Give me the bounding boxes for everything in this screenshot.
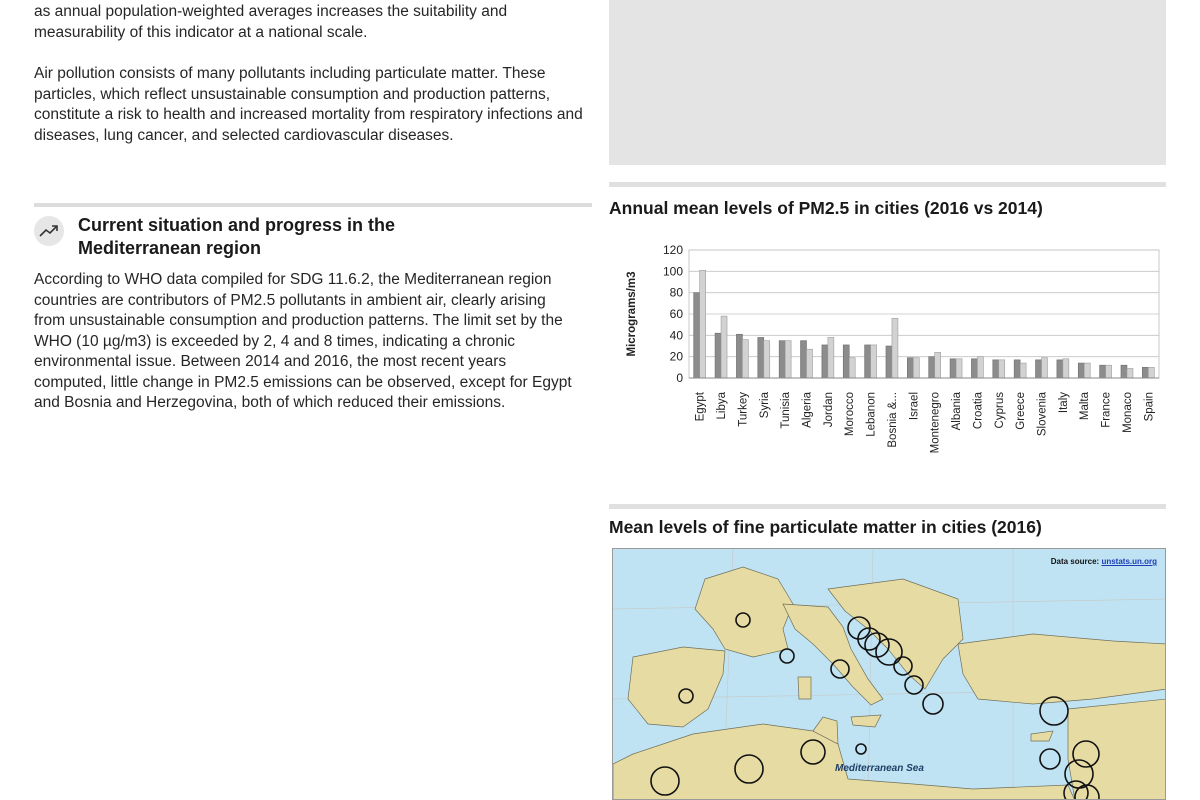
bar-2016 <box>993 360 999 378</box>
y-tick-label: 0 <box>676 371 683 385</box>
y-tick-label: 100 <box>662 264 683 279</box>
x-tick-label: Malta <box>1079 392 1092 421</box>
map-source-link[interactable]: unstats.un.org <box>1101 557 1157 566</box>
bar-2014 <box>700 270 706 378</box>
x-tick-label: Montenegro <box>929 392 942 454</box>
map-divider <box>609 504 1166 509</box>
x-tick-label: Croatia <box>972 392 985 430</box>
y-axis-label: Micrograms/m3 <box>626 271 638 357</box>
bar-2014 <box>1042 358 1048 378</box>
bar-2014 <box>913 358 919 378</box>
bar-2016 <box>1036 360 1042 378</box>
bar-2014 <box>742 340 748 378</box>
bar-2016 <box>1121 365 1127 378</box>
chart-divider <box>609 182 1166 187</box>
section-divider <box>34 203 592 207</box>
bar-2016 <box>1078 363 1084 378</box>
bar-2014 <box>1063 359 1069 378</box>
x-tick-label: Israel <box>908 392 921 421</box>
bar-2014 <box>785 341 791 378</box>
bar-2014 <box>1020 363 1026 378</box>
bar-2014 <box>1106 365 1112 378</box>
image-placeholder <box>609 0 1166 165</box>
bar-2016 <box>694 293 700 378</box>
map-data-source <box>1051 557 1157 566</box>
bar-2016 <box>865 345 871 378</box>
x-tick-label: Egypt <box>694 392 707 422</box>
intro-paragraph-2: Air pollution consists of many pollutants including particulate matter. These particles, which reflect unsustainable consumption and production patterns, constitute a risk to health and increased mortality from respiratory infections and diseases, lung cancer, and selected cardiovascular diseases. <box>34 65 583 144</box>
bar-2016 <box>779 341 785 378</box>
bar-2014 <box>764 341 770 378</box>
bar-2016 <box>822 345 828 378</box>
chart-title: Annual mean levels of PM2.5 in cities (2016 vs 2014) <box>609 198 1043 218</box>
x-tick-label: Spain <box>1143 392 1156 422</box>
bar-2016 <box>929 357 935 378</box>
bar-2014 <box>721 316 727 378</box>
bar-2016 <box>886 346 892 378</box>
chart-svg <box>619 238 1164 478</box>
bar-2016 <box>715 333 721 378</box>
x-tick-label: Slovenia <box>1036 392 1049 437</box>
bar-2014 <box>1127 368 1133 378</box>
pm25-bar-chart <box>619 238 1164 478</box>
y-tick-label: 40 <box>669 328 683 343</box>
y-tick-label: 60 <box>669 307 683 321</box>
bar-2014 <box>935 352 941 378</box>
y-tick-label: 80 <box>669 285 683 300</box>
section-title: Current situation and progress in the Mediterranean region <box>78 215 396 258</box>
bar-2016 <box>758 337 764 378</box>
bar-2016 <box>907 358 913 378</box>
bar-2014 <box>956 359 962 378</box>
bar-2016 <box>1057 360 1063 378</box>
map-sea-label: Mediterranean Sea <box>835 763 924 774</box>
y-tick-label: 20 <box>669 349 683 364</box>
x-tick-label: Lebanon <box>865 392 878 437</box>
bar-2016 <box>843 345 849 378</box>
pm25-map <box>612 548 1166 800</box>
x-tick-label: Libya <box>716 392 729 420</box>
x-tick-label: Algeria <box>801 392 814 428</box>
trend-up-icon <box>34 216 64 246</box>
x-tick-label: Greece <box>1015 392 1028 430</box>
section-body: According to WHO data compiled for SDG 11.6.2, the Mediterranean region countries are contributors of PM2.5 pollutants in ambient air, clearly arising from unsustainable consumption and production patterns. The limit set by the WHO (10 µg/m3) is exceeded by 2, 4 and 8 times, indicating a chronic environmental issue. Between 2014 and 2016, the most recent years computed, little change in PM2.5 emissions can be observed, except for Egypt and Bosnia and Herzegovina, both of which reduced their emissions. <box>34 271 572 411</box>
x-tick-label: Italy <box>1057 392 1070 414</box>
x-tick-label: Syria <box>758 392 771 419</box>
x-tick-label: Cyprus <box>993 392 1006 429</box>
bar-2016 <box>950 359 956 378</box>
x-tick-label: Tunisia <box>780 392 793 429</box>
bar-2016 <box>971 359 977 378</box>
x-tick-label: Albania <box>951 392 964 431</box>
x-tick-label: France <box>1100 392 1113 428</box>
bar-2016 <box>1100 365 1106 378</box>
bar-2014 <box>999 360 1005 378</box>
y-tick-label: 120 <box>662 243 683 257</box>
bar-2014 <box>807 349 813 378</box>
bar-2014 <box>849 358 855 378</box>
bar-2016 <box>801 341 807 378</box>
bar-2016 <box>1014 360 1020 378</box>
bar-2014 <box>892 318 898 378</box>
bar-2014 <box>871 345 877 378</box>
bar-2014 <box>1148 367 1154 378</box>
bar-2014 <box>1084 363 1090 378</box>
x-tick-label: Bosnia &... <box>886 392 899 448</box>
x-tick-label: Turkey <box>737 392 750 427</box>
x-tick-label: Monaco <box>1121 392 1134 433</box>
bar-2016 <box>736 334 742 378</box>
map-title: Mean levels of fine particulate matter in cities (2016) <box>609 517 1042 537</box>
intro-paragraph-1: as annual population-weighted averages increases the suitability and measurability of this indicator at a national scale. <box>34 3 508 41</box>
bar-2016 <box>1142 367 1148 378</box>
bar-2014 <box>977 357 983 378</box>
x-tick-label: Morocco <box>844 392 857 437</box>
map-source-label: Data source: <box>1050 557 1100 566</box>
x-tick-label: Jordan <box>822 392 835 428</box>
bar-2014 <box>828 337 834 378</box>
